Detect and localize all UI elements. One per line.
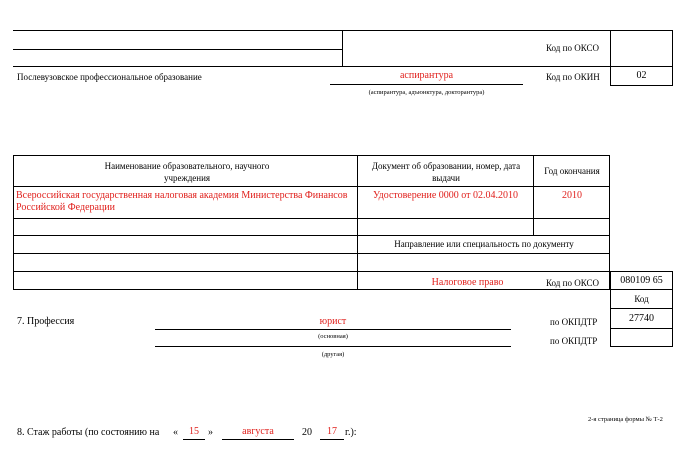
- row1-year: 2010: [562, 190, 582, 201]
- okin-label: Код по ОКИН: [546, 72, 600, 82]
- close-quote: »: [208, 427, 213, 438]
- day-line: [183, 439, 205, 440]
- experience-day: 15: [189, 426, 199, 437]
- profession-label: 7. Профессия: [17, 316, 75, 327]
- profession-main-line: [155, 329, 511, 330]
- table-rule-row1: [13, 218, 610, 219]
- table-rule-header: [13, 186, 610, 187]
- education-value: аспирантура: [399, 70, 454, 81]
- experience-label: 8. Стаж работы (по состоянию на: [17, 427, 160, 438]
- okso-top-label: Код по ОКСО: [546, 43, 599, 53]
- profession-other-line: [155, 346, 511, 347]
- okso-top-box-line: [343, 30, 610, 31]
- okpdtr-value-1: 27740: [629, 313, 654, 324]
- page-note: 2-я страница формы № Т-2: [588, 416, 663, 423]
- okso-value: 080109 65: [620, 275, 663, 286]
- education-value-line: [330, 84, 523, 85]
- table-rule-row4: [13, 271, 610, 272]
- table-col-divider-1: [357, 155, 358, 290]
- table-rule-row3: [13, 253, 610, 254]
- table-rule-row2: [13, 235, 610, 236]
- okpdtr-label-1: по ОКПДТР: [550, 317, 598, 327]
- header-institution: Наименование образовательного, научного учреждения: [104, 161, 270, 183]
- top-divider: [342, 30, 343, 67]
- specialty-header: Направление или специальность по документу: [394, 239, 574, 249]
- okso-top-box: [610, 30, 673, 67]
- education-label: Послевузовское профессиональное образование: [17, 72, 202, 82]
- header-document: Документ об образовании, номер, дата выдачи: [371, 161, 521, 183]
- year-prefix: 20: [302, 427, 312, 438]
- okpdtr-label-2: по ОКПДТР: [550, 336, 598, 346]
- profession-main-value: юрист: [319, 316, 347, 327]
- code-header: Код: [634, 294, 649, 304]
- year-line: [320, 439, 344, 440]
- specialty-value: Налоговое право: [431, 277, 504, 288]
- profession-other-hint: (другая): [321, 351, 345, 358]
- okso-label: Код по ОКСО: [546, 278, 599, 288]
- top-rule-2: [13, 49, 343, 50]
- okin-value: 02: [636, 70, 647, 81]
- row1-institution: Всероссийская государственная налоговая академия Министерства Финансов Российской Федерации: [16, 190, 348, 213]
- top-rule-3: [13, 66, 673, 67]
- month-line: [222, 439, 294, 440]
- year-suffix: г.):: [345, 427, 357, 438]
- profession-main-hint: (основная): [318, 333, 348, 340]
- open-quote: «: [173, 427, 178, 438]
- header-year: Год окончания: [544, 166, 600, 176]
- row1-document: Удостоверение 0000 от 02.04.2010: [372, 190, 519, 201]
- education-hint: (аспирантура, адъюнктура, докторантура): [368, 89, 485, 96]
- experience-year: 17: [327, 426, 337, 437]
- top-rule-1: [13, 30, 343, 31]
- experience-month: августа: [242, 426, 274, 437]
- okpdtr-box-2: [610, 328, 673, 347]
